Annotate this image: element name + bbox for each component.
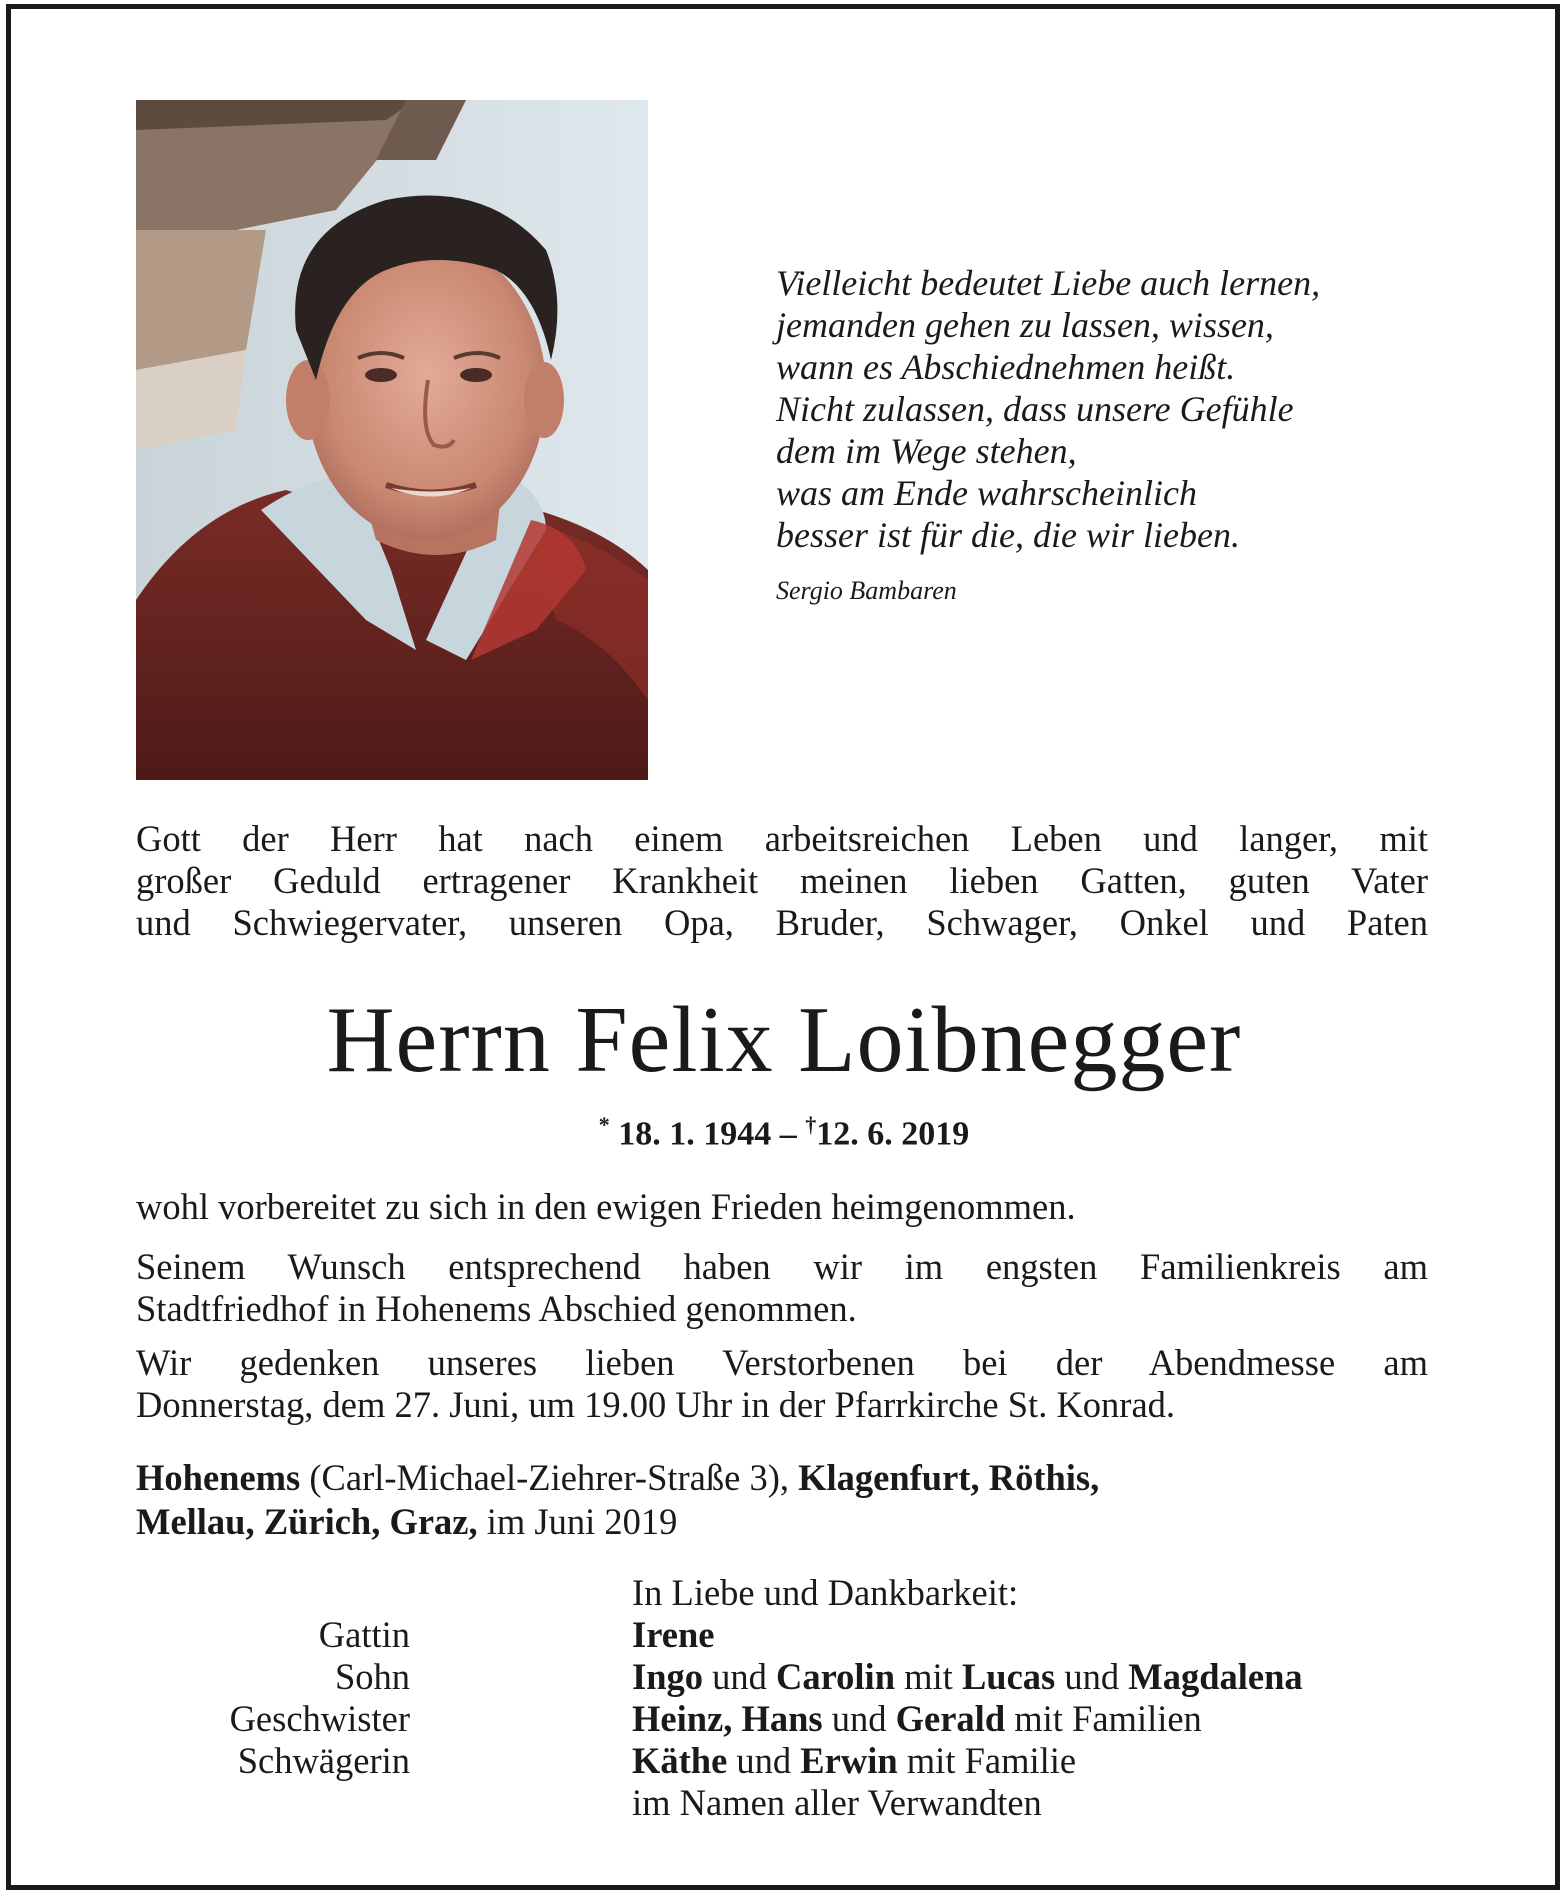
places-line: [136, 1456, 1436, 1544]
mourner-name: Carolin: [776, 1656, 895, 1697]
mourner-name: Gerald: [895, 1698, 1006, 1739]
mourner-connector: und: [822, 1698, 896, 1739]
intro-line: Gott der Herr hat nach einem arbeitsreichen Leben und langer, mit: [136, 818, 1428, 859]
quote-block: [776, 262, 1496, 556]
mourner-row: [136, 1614, 1436, 1656]
place-date: im Juni 2019: [477, 1501, 678, 1542]
mourner-name: Heinz, Hans: [632, 1698, 823, 1739]
body-line: Wir gedenken unseres lieben Verstorbenen bei der Abendmesse am: [136, 1342, 1428, 1383]
mourner-names: [632, 1740, 1076, 1782]
body-line: wohl vorbereitet zu sich in den ewigen Frieden heimgenommen.: [136, 1186, 1076, 1227]
date-separator: –: [779, 1115, 797, 1153]
portrait-photo: [136, 100, 648, 780]
place-others-1: Klagenfurt, Röthis,: [798, 1457, 1100, 1498]
body-line: Stadtfriedhof in Hohenems Abschied genommen.: [136, 1288, 857, 1329]
mourner-role: Geschwister: [229, 1698, 410, 1739]
body-line: Donnerstag, dem 27. Juni, um 19.00 Uhr in der Pfarrkirche St. Konrad.: [136, 1384, 1176, 1425]
body-paragraph-2: [136, 1246, 1428, 1330]
mourner-name: Magdalena: [1128, 1656, 1303, 1697]
mourner-row: [136, 1656, 1436, 1698]
quote-author: Sergio Bambaren: [776, 576, 957, 605]
mourner-name: Lucas: [961, 1656, 1056, 1697]
birth-symbol: *: [598, 1112, 610, 1137]
mourner-connector: mit Familien: [1005, 1698, 1202, 1739]
mourner-role: Gattin: [318, 1614, 410, 1655]
quote-line: jemanden gehen zu lassen, wissen,: [776, 305, 1274, 345]
mourner-name: Ingo: [632, 1656, 704, 1697]
mourner-name: Käthe: [632, 1740, 728, 1781]
quote-line: Vielleicht bedeutet Liebe auch lernen,: [776, 263, 1321, 303]
mourner-connector: und: [703, 1656, 777, 1697]
quote-line: besser ist für die, die wir lieben.: [776, 515, 1240, 555]
intro-paragraph: [136, 818, 1428, 944]
quote-line: dem im Wege stehen,: [776, 431, 1077, 471]
birth-date: 18. 1. 1944: [618, 1115, 772, 1153]
mourner-name: Irene: [632, 1614, 715, 1655]
place-address: (Carl-Michael-Ziehrer-Straße 3),: [300, 1457, 799, 1498]
quote-line: was am Ende wahrscheinlich: [776, 473, 1197, 513]
mourner-connector: und: [727, 1740, 801, 1781]
body-paragraph-3: [136, 1342, 1428, 1426]
death-date: 12. 6. 2019: [816, 1115, 970, 1153]
mourners-heading: In Liebe und Dankbarkeit:: [632, 1572, 1019, 1613]
quote-line: wann es Abschiednehmen heißt.: [776, 347, 1236, 387]
mourner-role: Sohn: [334, 1656, 410, 1697]
quote-line: Nicht zulassen, dass unsere Gefühle: [776, 389, 1294, 429]
mourner-row: [136, 1740, 1436, 1782]
intro-line: großer Geduld ertragener Krankheit meinen lieben Gatten, guten Vater: [136, 860, 1428, 901]
intro-line: und Schwiegervater, unseren Opa, Bruder, Schwager, Onkel und Paten: [136, 902, 1428, 943]
mourner-connector: mit: [895, 1656, 962, 1697]
mourner-role: Schwägerin: [237, 1740, 410, 1781]
life-dates: [0, 1112, 1568, 1153]
mourner-name: Erwin: [800, 1740, 898, 1781]
mourner-connector: im Namen aller Verwandten: [632, 1782, 1042, 1823]
mourner-row: [136, 1698, 1436, 1740]
deceased-name: Herrn Felix Loibnegger: [326, 988, 1242, 1092]
mourner-names: [632, 1656, 1303, 1698]
mourners-block: [136, 1572, 1436, 1824]
body-paragraph-1: [136, 1186, 1428, 1228]
mourner-connector: und: [1055, 1656, 1129, 1697]
place-city: Hohenems: [136, 1457, 301, 1498]
mourner-connector: mit Familie: [897, 1740, 1077, 1781]
mourner-row: [136, 1782, 1436, 1824]
mourner-names: [632, 1614, 714, 1656]
body-line: Seinem Wunsch entsprechend haben wir im engsten Familienkreis am: [136, 1246, 1428, 1287]
death-symbol: †: [805, 1112, 817, 1137]
mourner-names: [632, 1782, 1042, 1824]
place-others-2: Mellau, Zürich, Graz,: [136, 1501, 478, 1542]
mourner-names: [632, 1698, 1202, 1740]
